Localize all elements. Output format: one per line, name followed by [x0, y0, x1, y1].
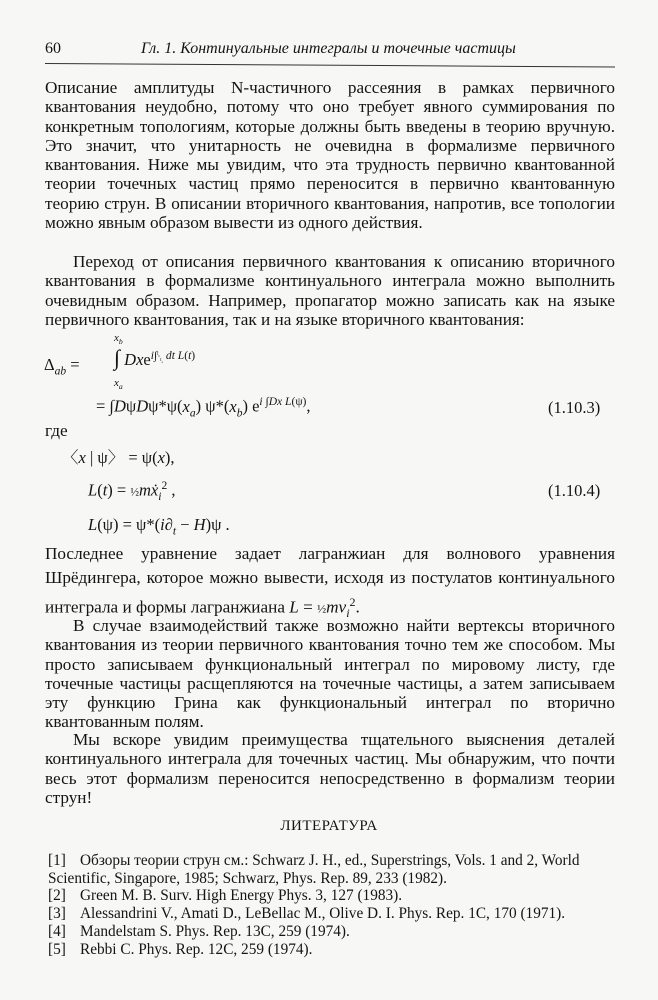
running-title: Гл. 1. Континуальные интегралы и точечные частицы	[141, 40, 516, 57]
paragraph-2: Переход от описания первичного квантования к описанию вторичного квантования в формализме континуального интеграла можно выполнить очевидным образом. Например, пропагатор можно записать как на языке первичного квантования, так и на языке вторичного квантования:	[45, 252, 615, 329]
paragraph-where: где	[45, 421, 68, 440]
eq-lhs-delta: $\Delta_{ab}$ =	[44, 355, 80, 378]
page-number: 60	[45, 40, 61, 57]
eq-lagrangian-t: L(t) = ½mẋ$_i^2$ ,	[88, 480, 176, 503]
paragraph-3-text: Последнее уравнение задает лагранжиан для волнового уравнения Шрёдингера, которое можно вывести, исходя из постулатов континуального интеграла и формы лагранжиана	[45, 544, 615, 617]
reference-item: [4] Mandelstam S. Phys. Rep. 13C, 259 (1974).	[48, 923, 350, 940]
eq-rhs-field: = $\int D\psi D\psi*\psi(x_a)$ $\psi*(x_b)$ $e^{i \int Dx L(\psi)}$,	[96, 396, 311, 419]
reference-item: [3] Alessandrini V., Amati D., LeBellac M., Olive D. I. Phys. Rep. 1C, 170 (1971).	[48, 905, 566, 922]
reference-item: [2] Green M. B. Surv. High Energy Phys. 3, 127 (1983).	[48, 887, 403, 904]
paragraph-5: Мы вскоре увидим преимущества тщательного выяснения деталей континуального интеграла для точечных частиц. Мы обнаружим, что почти весь этот формализм переносится непосредственно в формализм теории струн!	[45, 730, 615, 807]
references-title: ЛИТЕРАТУРА	[280, 818, 378, 834]
eq-bracket: 〈x | ψ〉 = ψ(x),	[62, 448, 175, 467]
eq-lower-limit: $x_a$	[114, 377, 123, 392]
header-rule	[45, 63, 615, 67]
equation-number-1-10-3: (1.10.3)	[548, 398, 601, 417]
eq-upper-limit: $x_b$	[114, 332, 123, 347]
equation-number-1-10-4: (1.10.4)	[548, 481, 601, 500]
reference-item: [5] Rebbi C. Phys. Rep. 12C, 259 (1974).	[48, 941, 313, 958]
page-header	[45, 38, 615, 60]
paragraph-3: Последнее уравнение задает лагранжиан для волнового уравнения Шрёдингера, которое можно вывести, исходя из постулатов континуального интеграла и формы лагранжиана $L = \frac{1}{2}mv_i^2$.	[45, 544, 615, 621]
reference-item: [1] Обзоры теории струн см.: Schwarz J. H., ed., Superstrings, Vols. 1 and 2, World Scientific, Singapore, 1985; Schwarz, Phys. Rep. 89, 233 (1982).	[48, 852, 580, 887]
eq-lagrangian-psi: $L(\psi) = \psi*(i\partial_t - H)\psi$ .	[88, 515, 230, 538]
eq-integral: ∫ Dxe$^{i\int^{t_b}_{t_a} dt L(t)}$	[114, 345, 196, 370]
paragraph-4: В случае взаимодействий также возможно найти вертексы вторичного квантования из теории первичного квантования точно тем же способом. Мы просто записываем функциональный интеграл по мировому листу, где точечные частицы расщепляются на точечные частицы, а затем записываем эту функцию Грина как функциональный интеграл по вторично квантованным полям.	[45, 616, 615, 732]
paragraph-1: Описание амплитуды N-частичного рассеяния в рамках первичного квантования неудобно, потому что оно требует явного суммирования по конкретным топологиям, которые должны быть введены в теорию вручную. Это значит, что унитарность не очевидна в формализме первичного квантования. Ниже мы увидим, что эта трудность первично квантованной теории точечных частиц прямо переносится в первично квантованную теорию струн. В описании вторичного квантования, напротив, все топологии можно явным образом вывести из одного действия.	[45, 78, 615, 233]
